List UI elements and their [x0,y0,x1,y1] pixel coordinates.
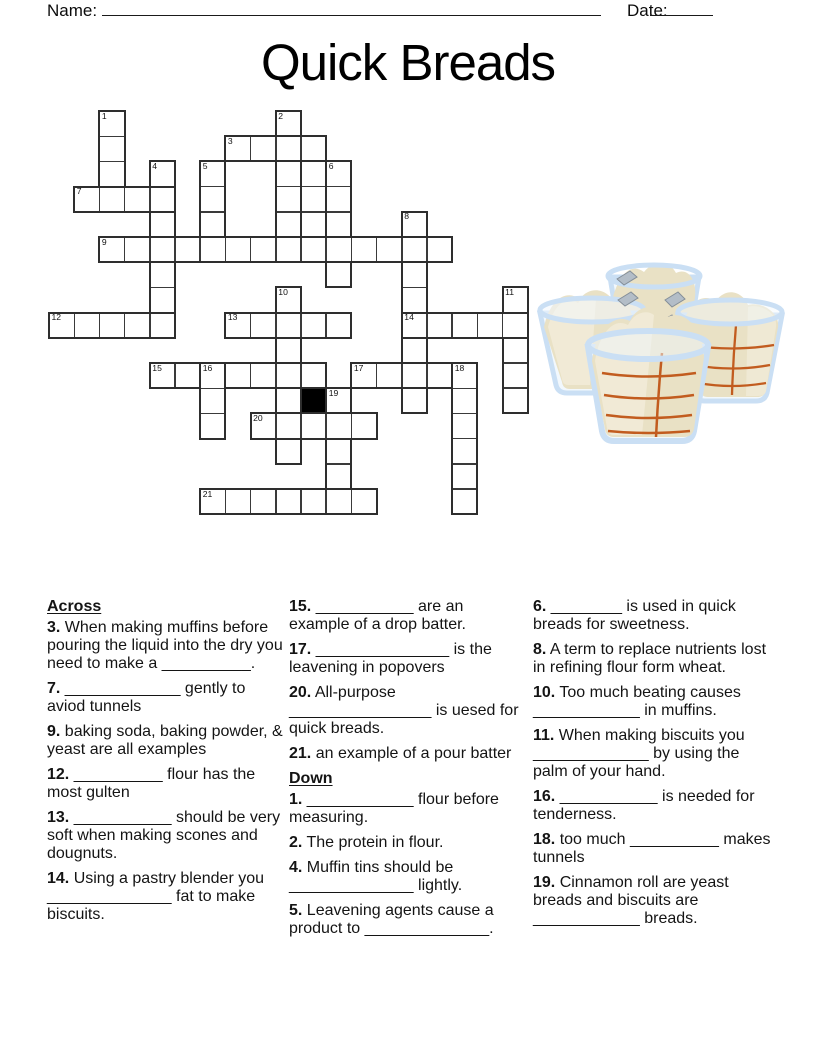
cell-divider [201,388,224,390]
clue-number: 8. [533,641,547,658]
clue-item-6: 6. ________ is used in quick breads for sweetness. [533,598,736,633]
crossword-word-14 [401,312,529,339]
grid-cell-number: 8 [404,211,410,222]
grid-cell-number: 3 [227,135,233,146]
crossword-word-21 [199,488,377,515]
clue-item-5: 5. Leavening agents cause a product to ______________. [289,902,494,937]
clue-number: 11. [533,727,555,744]
date-line [650,0,713,16]
crossword-word-15 [149,362,327,389]
grid-cell-number: 7 [76,186,82,197]
clue-item-7: 7. _____________ gently to aviod tunnels [47,680,246,715]
grid-cell-number: 1 [101,110,107,121]
clue-item-16: 16. ___________ is needed for tenderness. [533,788,755,823]
clue-number: 14. [47,870,70,887]
cell-divider [201,186,224,188]
crossword-word-16 [199,362,226,440]
clue-number: 7. [47,680,61,697]
cell-divider [302,186,325,188]
clue-item-11: 11. When making biscuits you _____________ by using the palm of your hand. [533,727,745,780]
cell-divider [275,414,277,437]
clue-item-2: 2. The protein in flour. [289,834,444,851]
cell-divider [426,314,428,337]
clues-column-3 [533,598,771,935]
cell-divider [250,314,252,337]
cell-divider [351,414,353,437]
grid-cell-number: 5 [202,160,208,171]
cell-divider [149,188,151,211]
clue-number: 1. [289,791,303,808]
grid-cell-number: 12 [51,312,62,323]
cell-divider [124,238,126,261]
cell-divider [477,314,479,337]
name-line [102,0,601,16]
clue-item-14: 14. Using a pastry blender you ______________ fat to make biscuits. [47,870,265,923]
grid-cell-number: 17 [353,362,364,373]
crossword-word-11 [502,286,529,414]
cell-divider [199,238,201,261]
crossword-word-18 [451,362,478,515]
clue-number: 18. [533,831,556,848]
cell-divider [504,362,527,364]
clue-number: 6. [533,598,547,615]
clue-item-4: 4. Muffin tins should be ______________ lightly. [289,859,463,894]
crossword-word-13 [224,312,352,339]
clue-item-20: 20. All-purpose ________________ is uesed for quick breads. [289,684,519,737]
cell-divider [250,364,252,387]
grid-cell-number: 13 [227,312,238,323]
grid-cell-number: 21 [202,488,213,499]
cell-divider [327,186,350,188]
clue-item-19: 19. Cinnamon roll are yeast breads and biscuits are ____________ breads. [533,874,729,927]
cell-divider [451,314,453,337]
clue-number: 19. [533,874,556,891]
clue-item-13: 13. ___________ should be very soft when making scones and dougnuts. [47,809,281,862]
clue-number: 2. [289,834,303,851]
cell-divider [300,314,302,337]
cell-divider [250,137,252,160]
cell-divider [201,413,224,415]
clue-number: 20. [289,684,312,701]
cell-divider [376,238,378,261]
clue-item-1: 1. ____________ flour before measuring. [289,791,499,826]
cell-divider [300,137,302,160]
cell-divider [453,488,476,490]
cell-divider [275,137,277,160]
cell-divider [275,314,277,337]
cell-divider [99,188,101,211]
clue-number: 13. [47,809,70,826]
cell-divider [325,414,327,437]
clue-number: 12. [47,766,70,783]
cell-divider [275,238,277,261]
across-section-header: Across [47,598,102,615]
clues-column-1 [47,598,283,931]
grid-cell-number: 16 [202,362,213,373]
cell-divider [250,490,252,513]
cell-divider [426,238,428,261]
clue-item-12: 12. __________ flour has the most gulten [47,766,256,801]
grid-cell-number: 2 [278,110,284,121]
cell-divider [99,314,101,337]
clue-item-17: 17. _______________ is the leavening in popovers [289,641,492,676]
cell-divider [453,388,476,390]
clue-item-3: 3. When making muffins before pouring the liquid into the dry you need to make a __________. [47,619,283,672]
cell-divider [225,490,227,513]
grid-cell-number: 14 [404,312,414,323]
cell-divider [300,238,302,261]
cell-divider [351,490,353,513]
cell-divider [302,211,325,213]
cell-divider [453,413,476,415]
cell-divider [277,186,300,188]
grid-cell-number: 20 [253,412,263,423]
cell-divider [401,238,403,261]
grid-cell-number: 15 [152,362,162,373]
crossword-word-12 [48,312,176,339]
clue-number: 4. [289,859,303,876]
measuring-cups-illustration [532,255,790,447]
clue-item-10: 10. Too much beating causes ____________ in muffins. [533,684,741,719]
crossword-word-6 [325,160,352,288]
clue-number: 3. [47,619,61,636]
clue-number: 9. [47,723,61,740]
cell-divider [453,438,476,440]
clue-item-15: 15. ___________ are an example of a drop batter. [289,598,466,633]
cell-divider [327,463,350,465]
page-title: Quick Breads [260,34,556,91]
cell-divider [426,364,428,387]
cell-divider [275,490,277,513]
clue-number: 17. [289,641,312,658]
clue-item-21: 21. an example of a pour batter [289,745,512,762]
cell-divider [151,287,174,289]
clue-number: 16. [533,788,556,805]
cell-divider [376,364,378,387]
cell-divider [225,238,227,261]
grid-cell-number: 18 [454,362,465,373]
cell-divider [300,364,302,387]
clue-number: 10. [533,684,556,701]
cell-divider [201,211,224,213]
cell-divider [325,490,327,513]
clue-item-18: 18. too much __________ makes tunnels [533,831,771,866]
cell-divider [149,238,151,261]
cell-divider [277,211,300,213]
clue-number: 5. [289,902,303,919]
clue-item-8: 8. A term to replace nutrients lost in refining flour form wheat. [533,641,767,676]
cell-divider [124,188,126,211]
grid-cell-number: 6 [328,160,334,171]
cell-divider [300,490,302,513]
cell-divider [100,161,123,163]
clue-number: 21. [289,745,312,762]
cell-divider [74,314,76,337]
crossword-word-9 [98,236,453,263]
grid-cell-number: 4 [152,160,158,171]
name-label: Name: [47,1,98,20]
grid-cell-number: 19 [328,387,339,398]
cell-divider [325,238,327,261]
date-label: Date: [627,1,668,20]
cell-divider [174,364,176,387]
cell-divider [174,238,176,261]
black-cell [300,387,327,414]
grid-cell-number: 11 [505,286,515,297]
grid-cell-number: 10 [278,286,288,297]
cell-divider [502,314,504,337]
down-section-header: Down [289,770,333,787]
clues-column-2 [289,598,520,945]
cell-divider [124,314,126,337]
clue-number: 15. [289,598,312,615]
cell-divider [275,364,277,387]
cell-divider [250,238,252,261]
cell-divider [100,136,123,138]
grid-cell-number: 9 [101,236,107,247]
cell-divider [149,314,151,337]
cell-divider [453,463,476,465]
cell-divider [300,414,302,437]
cell-divider [401,364,403,387]
cell-divider [351,238,353,261]
cell-divider [327,211,350,213]
cell-divider [504,387,527,389]
crossword-word-3 [224,135,327,162]
crossword-word-20 [250,412,378,439]
measuring-cup-front [588,307,708,441]
crossword-word-7 [73,186,176,213]
cell-divider [325,314,327,337]
cell-divider [403,287,426,289]
clue-item-9: 9. baking soda, baking powder, & yeast are all examples [47,723,283,758]
